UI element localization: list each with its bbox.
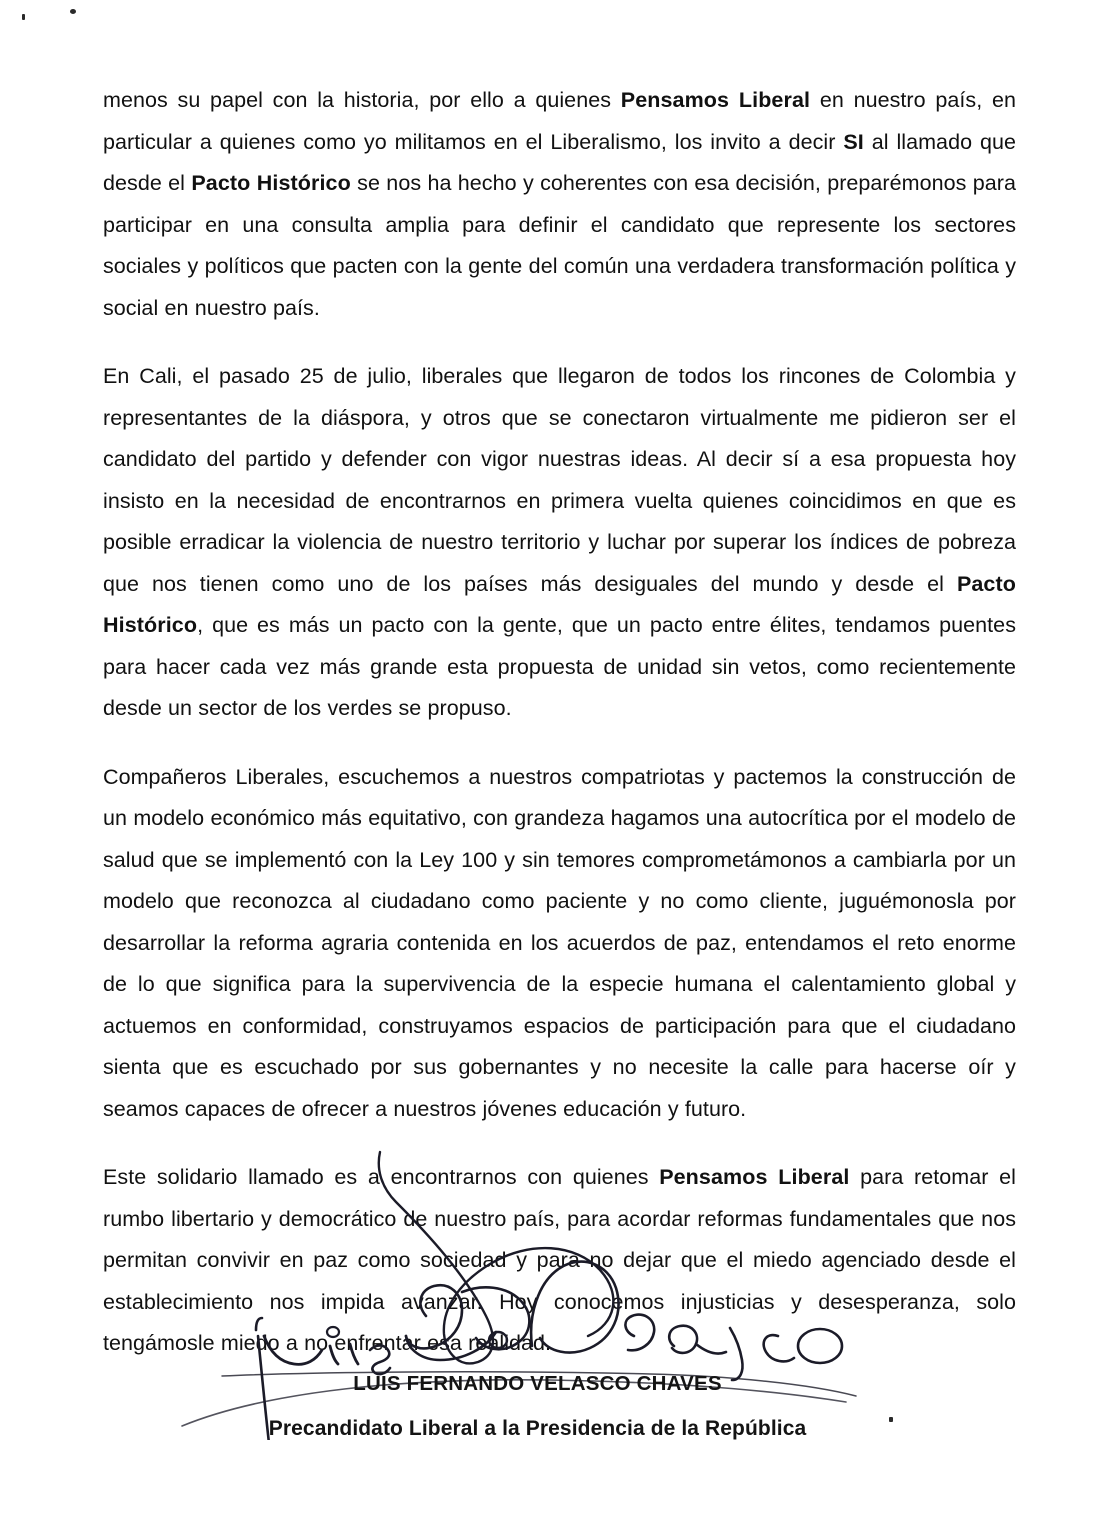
signatory-title: Precandidato Liberal a la Presidencia de la República (268, 1417, 807, 1440)
signature-block (0, 1140, 1107, 1470)
paragraph-2: En Cali, el pasado 25 de julio, liberales que llegaron de todos los rincones de Colombia y representantes de la diáspora, y otros que se conectaron virtualmente me pidieron ser el candidato del partido y defender con vigor nuestras ideas. Al decir sí a esa propuesta hoy insisto en la necesidad de encontrarnos en primera vuelta quienes coincidimos en que es posible erradicar la violencia de nuestro territorio y luchar por superar los índices de pobreza que nos tienen como uno de los países más desiguales del mundo y desde el Pacto Histórico, que es más un pacto con la gente, que un pacto entre élites, tendamos puentes para hacer cada vez más grande esta propuesta de unidad sin vetos, como recientemente desde un sector de los verdes se propuso. (103, 364, 1016, 720)
scan-speck-top-left-icon (22, 14, 25, 20)
paragraph-4: Este solidario llamado es a encontrarnos con quienes Pensamos Liberal para retomar el rumbo libertario y democrático de nuestro país, para acordar reformas fundamentales que nos permitan convivir en paz como sociedad y para no dejar que el miedo agenciado desde el establecimiento nos impida avanzar. Hoy conocemos injusticias y desesperanza, solo tengámosle miedo a no enfrentar esa realidad. (103, 1165, 1016, 1355)
paragraph-3: Compañeros Liberales, escuchemos a nuestros compatriotas y pactemos la construcción de un modelo económico más equitativo, con grandeza hagamos una autocrítica por el modelo de salud que se implementó con la Ley 100 y sin temores comprometámonos a cambiarla por un modelo que reconozca al ciudadano como paciente y no como cliente, juguémonosla por desarrollar la reforma agraria contenida en los acuerdos de paz, entendamos el reto enorme de lo que significa para la supervivencia de la especie humana el calentamiento global y actuemos en conformidad, construyamos espacios de participación para que el ciudadano sienta que es escuchado por sus gobernantes y no necesite la calle para hacerse oír y seamos capaces de ofrecer a nuestros jóvenes educación y futuro. (103, 764, 1016, 1121)
signatory-name: LUIS FERNANDO VELASCO CHAVES (353, 1372, 722, 1395)
paragraph-1: menos su papel con la historia, por ello a quienes Pensamos Liberal en nuestro país, en particular a quienes como yo militamos en el Liberalismo, los invito a decir SI al llamado que desde el Pacto Histórico se nos ha hecho y coherentes con esa decisión, preparémonos para participar en una consulta amplia para definir el candidato que represente los sectores sociales y políticos que pacten con la gente del común una verdadera transformación política y social en nuestro país. (103, 88, 1016, 320)
scan-speck-top-icon (70, 9, 76, 14)
